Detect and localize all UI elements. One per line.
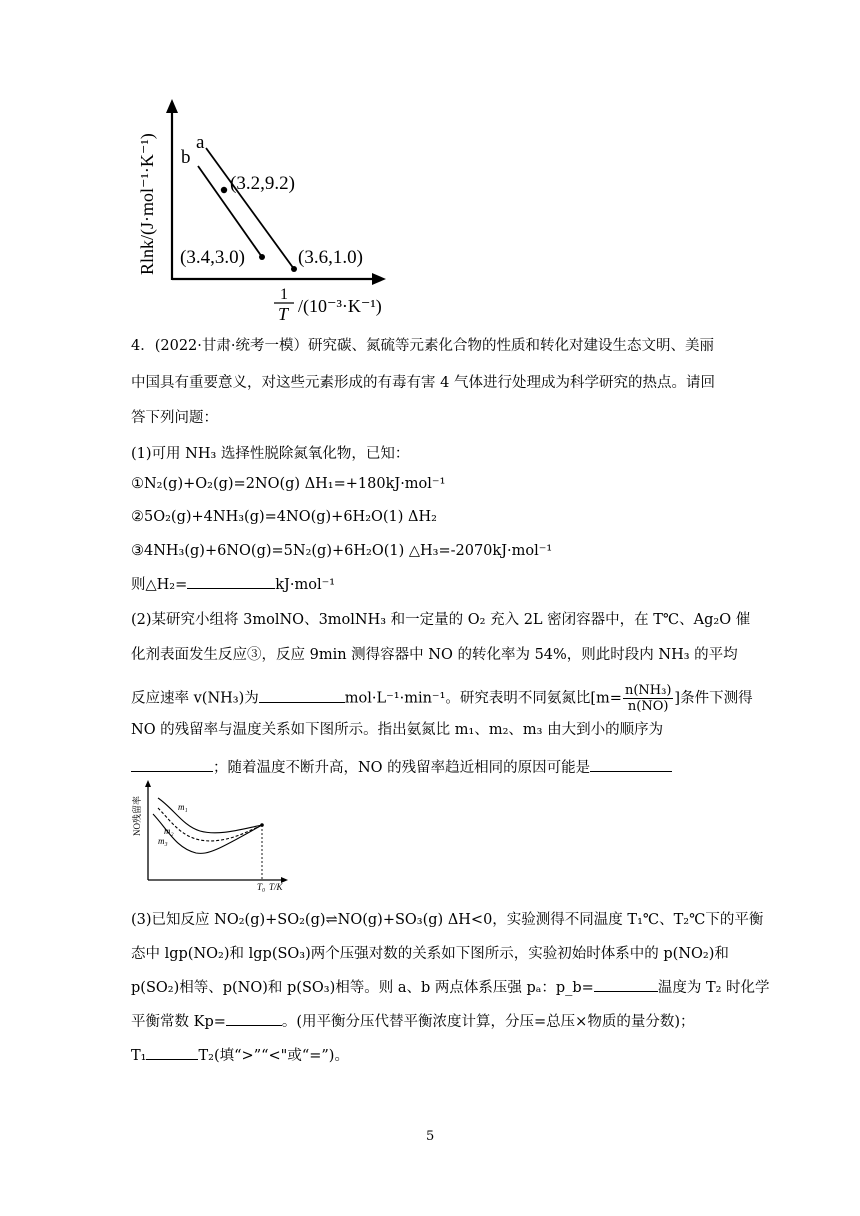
q4-part3-line4	[131, 1011, 695, 1032]
delta-h2-question	[131, 574, 335, 595]
y-axis-label: Rlnk/(J·mol⁻¹·K⁻¹)	[137, 133, 157, 275]
label-m2: m₂	[164, 826, 174, 836]
answer-blank-t1-t2[interactable]	[146, 1045, 198, 1060]
cross-point	[221, 187, 227, 193]
point-a-label: (3.6,1.0)	[298, 247, 363, 268]
q4-part2-line2: 化剂表面发生反应③，反应 9min 测得容器中 NO 的转化率为 54%，则此时段内 NH₃ 的平均	[131, 647, 738, 663]
rlnk-vs-inverse-t-graph	[120, 95, 410, 325]
y-axis-label-no: NO残留率	[132, 796, 142, 836]
point-b-label: (3.4,3.0)	[180, 247, 245, 268]
q4-part3-line5	[131, 1045, 349, 1066]
ammonia-nitrogen-ratio-fraction	[623, 683, 673, 714]
answer-blank-pressure-ratio[interactable]	[594, 977, 658, 992]
answer-blank-rate[interactable]	[259, 688, 345, 703]
rate-question-text: 反应速率 v(NH₃)为	[131, 690, 259, 707]
q4-part2-line4: NO 的残留率与温度关系如下图所示。指出氨氮比 m₁、m₂、m₃ 由大到小的顺序为	[131, 722, 664, 738]
q4-part3-line1: (3)已知反应 NO₂(g)+SO₂(g)⇌NO(g)+SO₃(g) ΔH<0，实验测得不同温度 T₁℃、T₂℃下的平衡	[131, 912, 764, 928]
label-t0: T₀	[257, 882, 266, 892]
answer-blank-dh2[interactable]	[187, 574, 275, 589]
q4-para1-line1: 4．(2022·甘肃·统考一模）研究碳、氮硫等元素化合物的性质和转化对建设生态文明、美丽	[131, 338, 714, 354]
q4-part3-line2: 态中 lgp(NO₂)和 lgp(SO₃)两个压强对数的关系如下图所示，实验初始时体系中的 p(NO₂)和	[131, 946, 729, 962]
t1-label: T₁	[131, 1048, 147, 1064]
reason-question-text: ；随着温度不断升高，NO 的残留率趋近相同的原因可能是	[213, 760, 591, 776]
x-axis-frac-num: 1	[280, 286, 288, 303]
delta-h2-unit: kJ·mol⁻¹	[275, 577, 336, 593]
x-axis-frac-den: T	[278, 304, 289, 324]
answer-blank-reason[interactable]	[590, 757, 672, 772]
ratio-definition-tail: ]条件下测得	[674, 690, 753, 707]
equation-2: ②5O₂(g)+4NH₃(g)=4NO(g)+6H₂O(1) ΔH₂	[131, 509, 437, 525]
x-axis-unit: /(10⁻³·K⁻¹)	[298, 296, 382, 316]
q4-part2-line3	[131, 683, 753, 714]
q4-part1-intro: (1)可用 NH₃ 选择性脱除氮氧化物，已知：	[131, 446, 410, 462]
point-a-end	[291, 266, 297, 272]
kp-text: 平衡常数 Kp=	[131, 1014, 226, 1030]
equation-3: ③4NH₃(g)+6NO(g)=5N₂(g)+6H₂O(1) △H₃=-2070kJ·mol⁻¹	[131, 543, 553, 559]
answer-blank-kp[interactable]	[226, 1011, 282, 1026]
ratio-definition-text: mol·L⁻¹·min⁻¹。研究表明不同氨氮比[m=	[344, 690, 622, 707]
x-axis-label-t: T/K	[269, 882, 283, 892]
fraction-numerator: n(NH₃)	[624, 683, 672, 698]
no-residual-rate-graph	[128, 778, 298, 896]
t2-text: 温度为 T₂ 时化学	[657, 980, 770, 996]
q4-part2-line1: (2)某研究小组将 3molNO、3molNH₃ 和一定量的 O₂ 充入 2L 密闭容器中，在 T℃、Ag₂O 催	[131, 612, 751, 628]
line-a-label: a	[196, 132, 205, 153]
q4-part3-line3	[131, 977, 770, 998]
equation-1: ①N₂(g)+O₂(g)=2NO(g) ΔH₁=+180kJ·mol⁻¹	[131, 476, 446, 492]
answer-blank-order[interactable]	[131, 757, 213, 772]
point-b-end	[259, 254, 265, 260]
kp-note-text: 。(用平衡分压代替平衡浓度计算，分压=总压×物质的量分数)；	[281, 1014, 695, 1030]
label-m1: m₁	[178, 802, 188, 812]
delta-h2-prefix: 则△H₂=	[131, 577, 188, 593]
t2-compare-text: T₂(填“>”“<"或“=”)。	[198, 1048, 349, 1064]
q4-para1-line3: 答下列问题：	[131, 410, 218, 426]
line-b-label: b	[181, 147, 191, 168]
pressure-ratio-text: p(SO₂)相等、p(NO)和 p(SO₃)相等。则 a、b 两点体系压强 pₐ：p_b=	[131, 980, 594, 996]
label-m3: m₃	[158, 836, 168, 846]
fraction-denominator: n(NO)	[627, 699, 669, 714]
page-number: 5	[426, 1129, 435, 1144]
q4-para1-line2: 中国具有重要意义，对这些元素形成的有毒有害 4 气体进行处理成为科学研究的热点。请回	[131, 375, 715, 391]
q4-part2-line5	[131, 757, 672, 778]
cross-point-label: (3.2,9.2)	[230, 173, 295, 194]
